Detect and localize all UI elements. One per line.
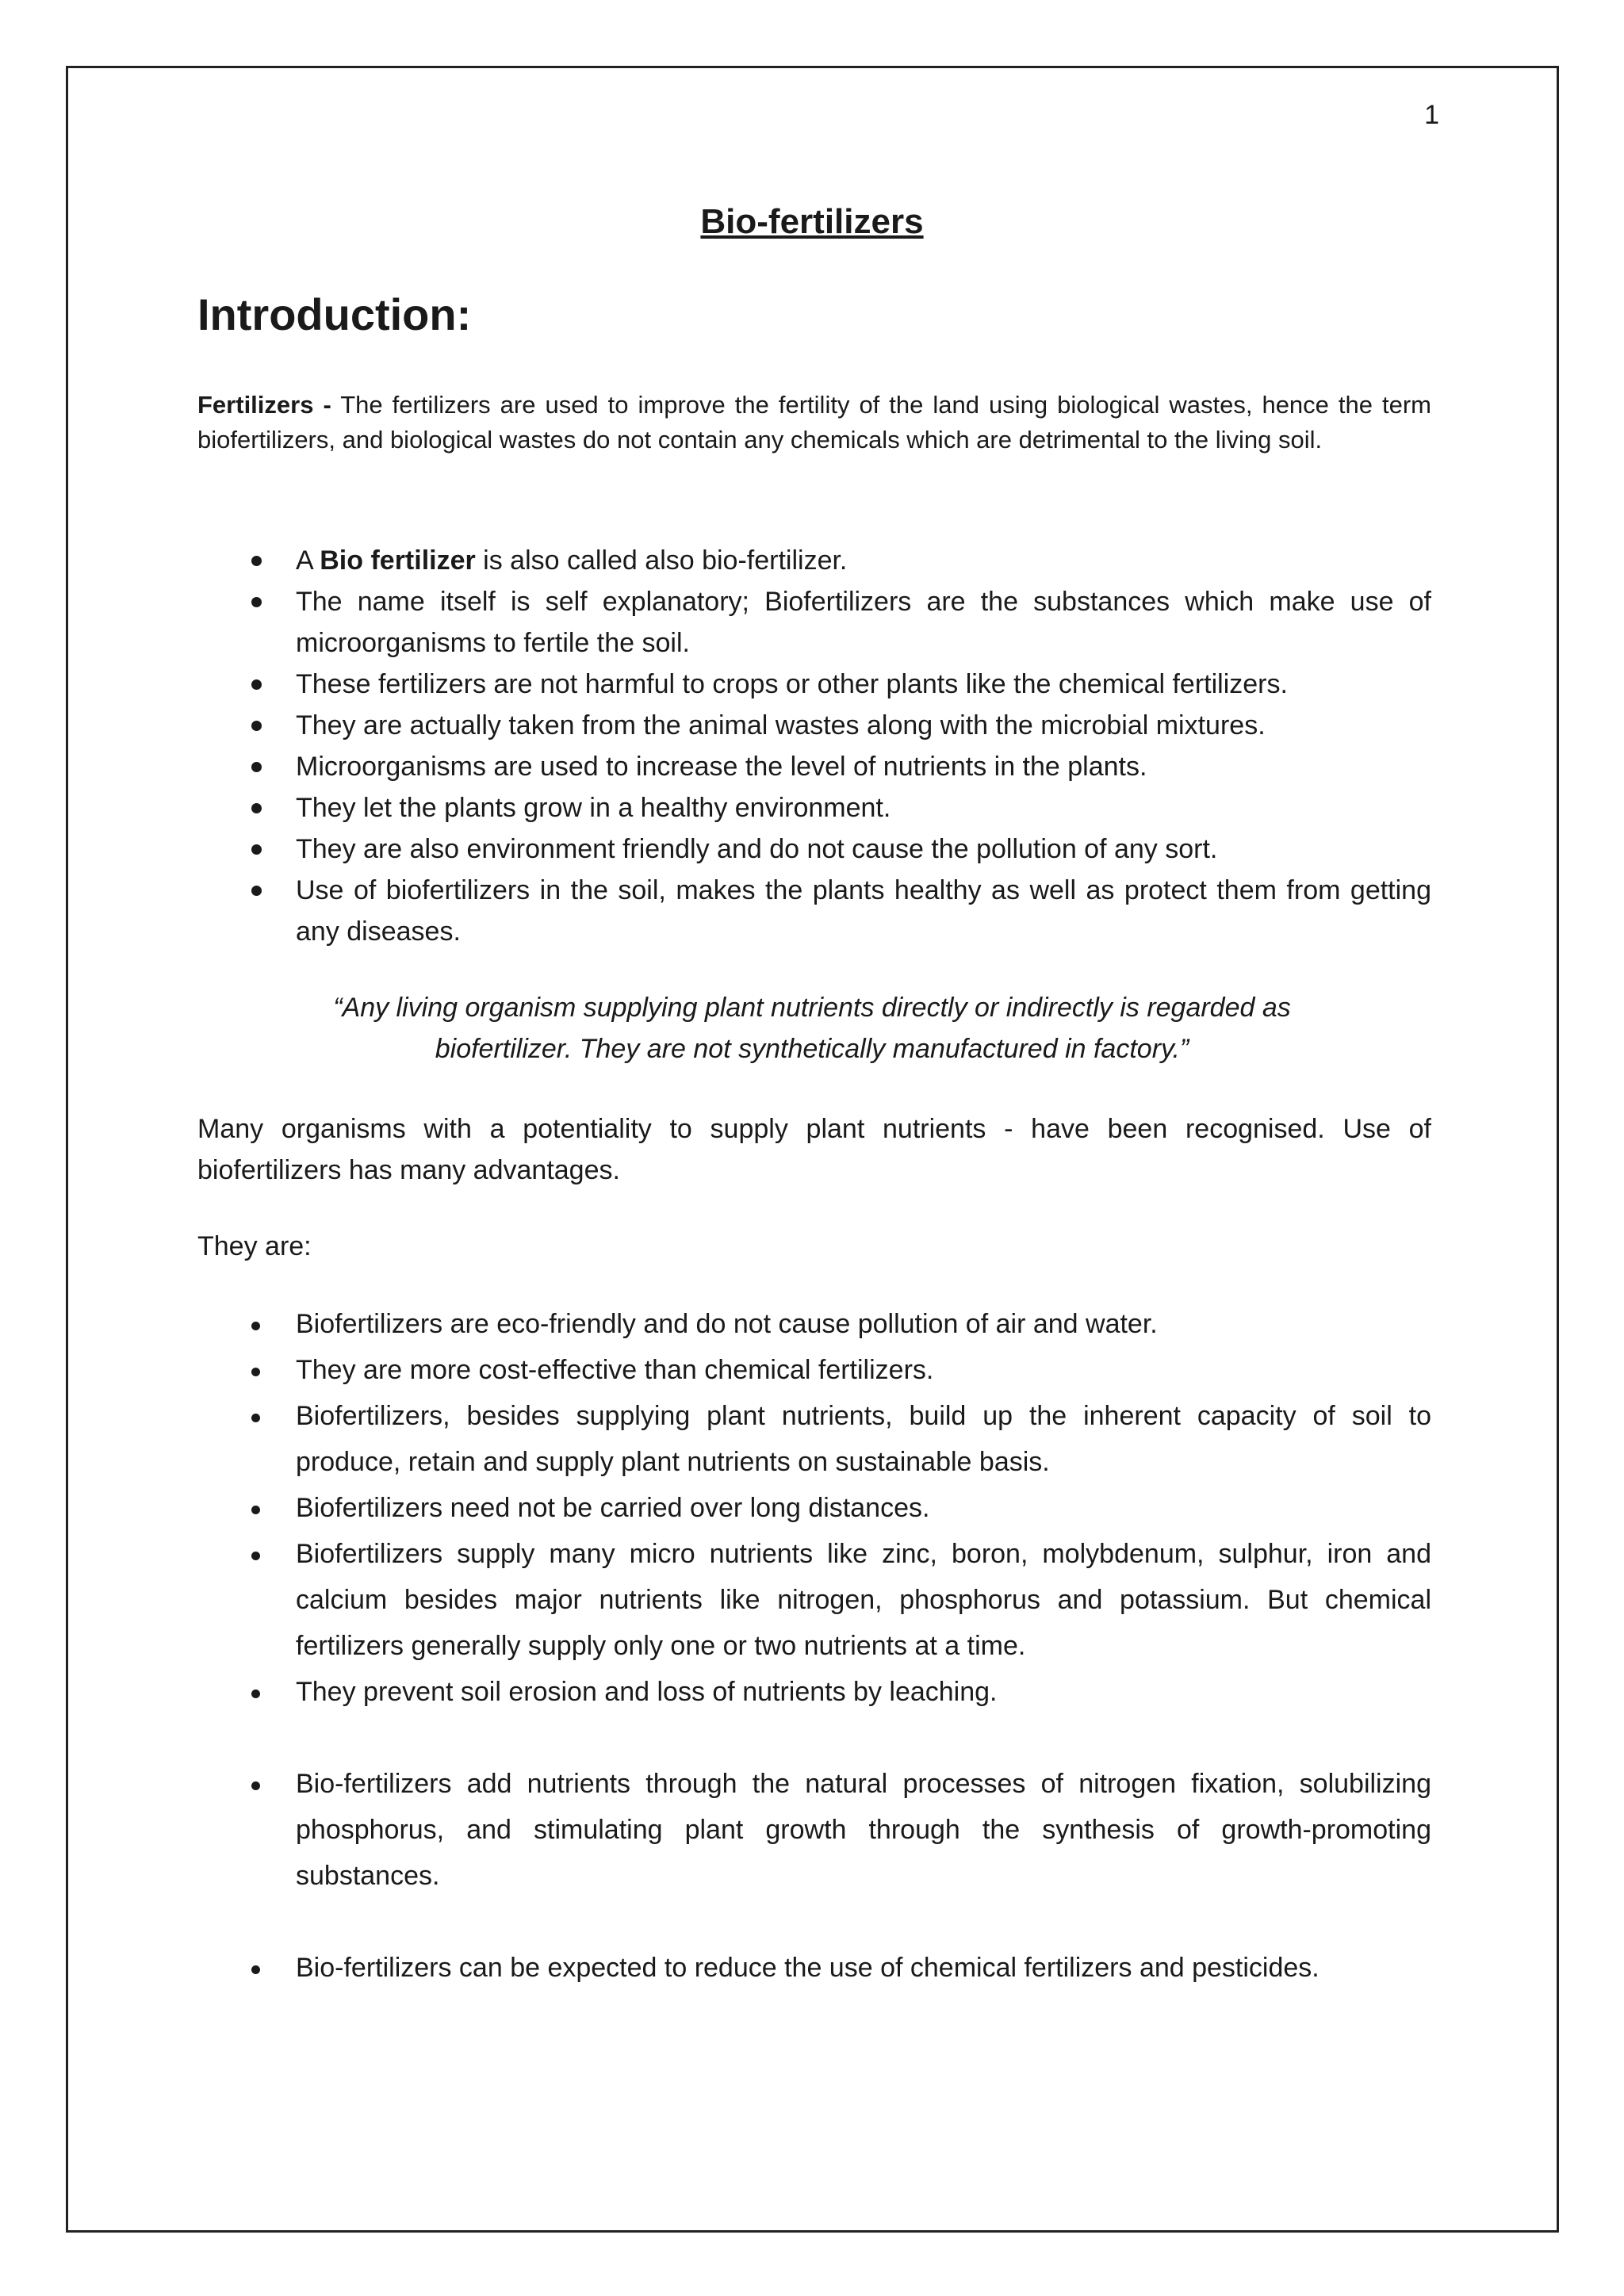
- advantages-intro-paragraph: Many organisms with a potentiality to supply plant nutrients - have been recognised. Use of biofertilizers has many advantages.: [197, 1114, 1431, 1185]
- list-item: They prevent soil erosion and loss of nutrients by leaching.: [197, 1669, 1431, 1715]
- list-item: Use of biofertilizers in the soil, makes the plants healthy as well as protect them from getting any diseases.: [197, 870, 1431, 952]
- quote-line-2: biofertilizer. They are not synthetically manufactured in factory.”: [435, 1034, 1189, 1064]
- list-item: Biofertilizers, besides supplying plant nutrients, build up the inherent capacity of soil to produce, retain and supply plant nutrients on sustainable basis.: [197, 1393, 1431, 1485]
- quote-line-1: “Any living organism supplying plant nutrients directly or indirectly is regarded as: [333, 993, 1291, 1023]
- advantages-list: [197, 1301, 1431, 1991]
- list-item: Bio-fertilizers add nutrients through the natural processes of nitrogen fixation, solubilizing phosphorus, and stimulating plant growth through the synthesis of growth-promoting substances.: [197, 1761, 1431, 1899]
- intro-term: Fertilizers -: [197, 391, 331, 419]
- definition-quote: [0, 987, 1624, 1070]
- list-item: [197, 540, 1431, 581]
- list-item: These fertilizers are not harmful to crops or other plants like the chemical fertilizers.: [197, 664, 1431, 705]
- intro-text: The fertilizers are used to improve the fertility of the land using biological wastes, hence the term biofertilizers, and biological wastes do not contain any chemicals which are detrimental to the living soil.: [197, 391, 1432, 453]
- page-number: 1: [1424, 100, 1439, 130]
- intro-paragraph: [197, 388, 1431, 457]
- list-item: They are also environment friendly and do not cause the pollution of any sort.: [197, 828, 1431, 870]
- list-item: Microorganisms are used to increase the level of nutrients in the plants.: [197, 746, 1431, 787]
- definition-list: [197, 540, 1431, 952]
- list-item-bold-term: Bio fertilizer: [320, 545, 476, 576]
- list-item: Bio-fertilizers can be expected to reduce the use of chemical fertilizers and pesticides.: [197, 1945, 1431, 1991]
- they-are-label: They are:: [197, 1231, 312, 1261]
- list-item-prefix: A: [296, 545, 320, 576]
- list-item: They are more cost-effective than chemical fertilizers.: [197, 1347, 1431, 1393]
- list-item: They are actually taken from the animal wastes along with the microbial mixtures.: [197, 705, 1431, 746]
- list-item-suffix: is also called also bio-fertilizer.: [475, 545, 848, 576]
- list-item: Biofertilizers supply many micro nutrients like zinc, boron, molybdenum, sulphur, iron and calcium besides major nutrients like nitrogen, phosphorus and potassium. But chemical fertilizers generally supply only one or two nutrients at a time.: [197, 1531, 1431, 1669]
- list-item: Biofertilizers need not be carried over long distances.: [197, 1485, 1431, 1531]
- document-title: Bio-fertilizers: [700, 202, 924, 241]
- list-item: Biofertilizers are eco-friendly and do not cause pollution of air and water.: [197, 1301, 1431, 1347]
- list-item: The name itself is self explanatory; Biofertilizers are the substances which make use of microorganisms to fertile the soil.: [197, 581, 1431, 664]
- section-heading: Introduction:: [197, 289, 472, 339]
- list-item: They let the plants grow in a healthy environment.: [197, 787, 1431, 828]
